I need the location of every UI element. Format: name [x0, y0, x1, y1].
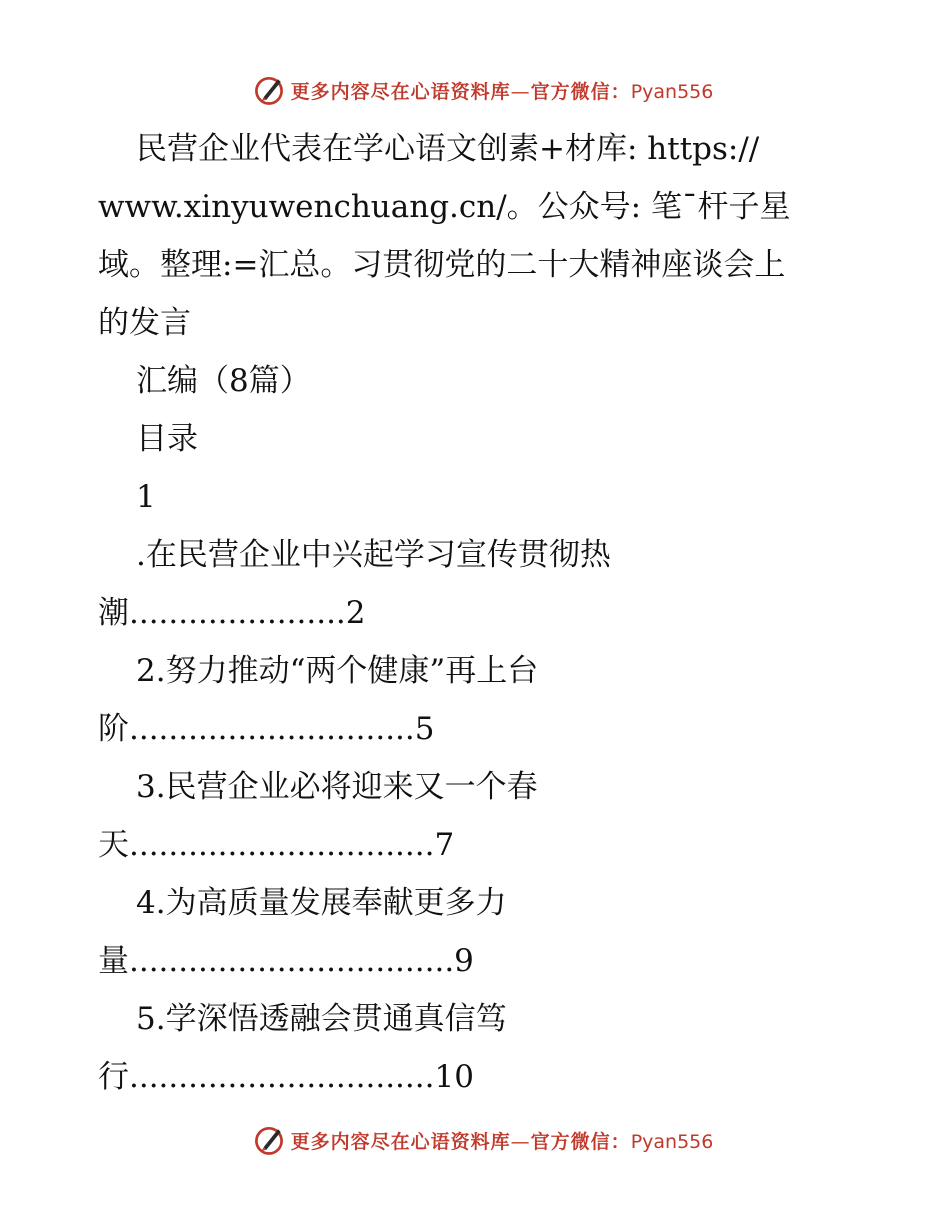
footer-banner [0, 1118, 950, 1162]
toc-entry-5-page: 行...............................10 [98, 1059, 474, 1095]
banner-wechat-id: Pyan556 [630, 80, 714, 103]
toc-heading: 目录 [136, 421, 198, 457]
toc-entry-2-page: 阶.............................5 [98, 711, 435, 747]
banner-wechat-id: Pyan556 [630, 1130, 714, 1153]
toc-entry-3-title: 3.民营企业必将迎来又一个春 [136, 769, 538, 805]
toc-entry-2-title: 2.努力推动“两个健康”再上台 [136, 653, 539, 689]
toc-entry-3-page: 天...............................7 [98, 827, 455, 863]
toc-entry-1-title: .在民营企业中兴起学习宣传贯彻热 [136, 537, 611, 573]
pen-nib-logo-icon [251, 1122, 287, 1158]
footer-banner-content [251, 1122, 714, 1158]
document-body [98, 120, 858, 1106]
toc-entry-4-page: 量.................................9 [98, 943, 474, 979]
body-line-title-4: 的发言 [98, 305, 191, 341]
toc-entry-4-title: 4.为高质量发展奉献更多力 [136, 885, 507, 921]
body-line-title-3: 域。整理:=汇总。习贯彻党的二十大精神座谈会上 [98, 247, 786, 283]
banner-wechat-label: 官方微信： [530, 1130, 631, 1153]
banner-wechat-label: 官方微信： [530, 80, 631, 103]
header-banner [0, 68, 950, 112]
body-line-compilation: 汇编（8篇） [136, 363, 311, 399]
banner-main-text: 更多内容尽在心语资料库 [290, 1130, 511, 1153]
toc-entry-5-title: 5.学深悟透融会贯通真信笃 [136, 1001, 507, 1037]
pen-nib-logo-icon [251, 72, 287, 108]
banner-dash: — [510, 1130, 531, 1153]
banner-main-text: 更多内容尽在心语资料库 [290, 80, 511, 103]
header-banner-content [251, 72, 714, 108]
toc-number-1: 1 [136, 479, 156, 515]
banner-dash: — [510, 80, 531, 103]
body-line-title-2: www.xinyuwenchuang.cn/。公众号: 笔¯杆子星 [98, 189, 791, 225]
body-line-title-1: 民营企业代表在学心语文创素+材库: https:// [136, 131, 760, 167]
toc-entry-1-page: 潮......................2 [98, 595, 366, 631]
